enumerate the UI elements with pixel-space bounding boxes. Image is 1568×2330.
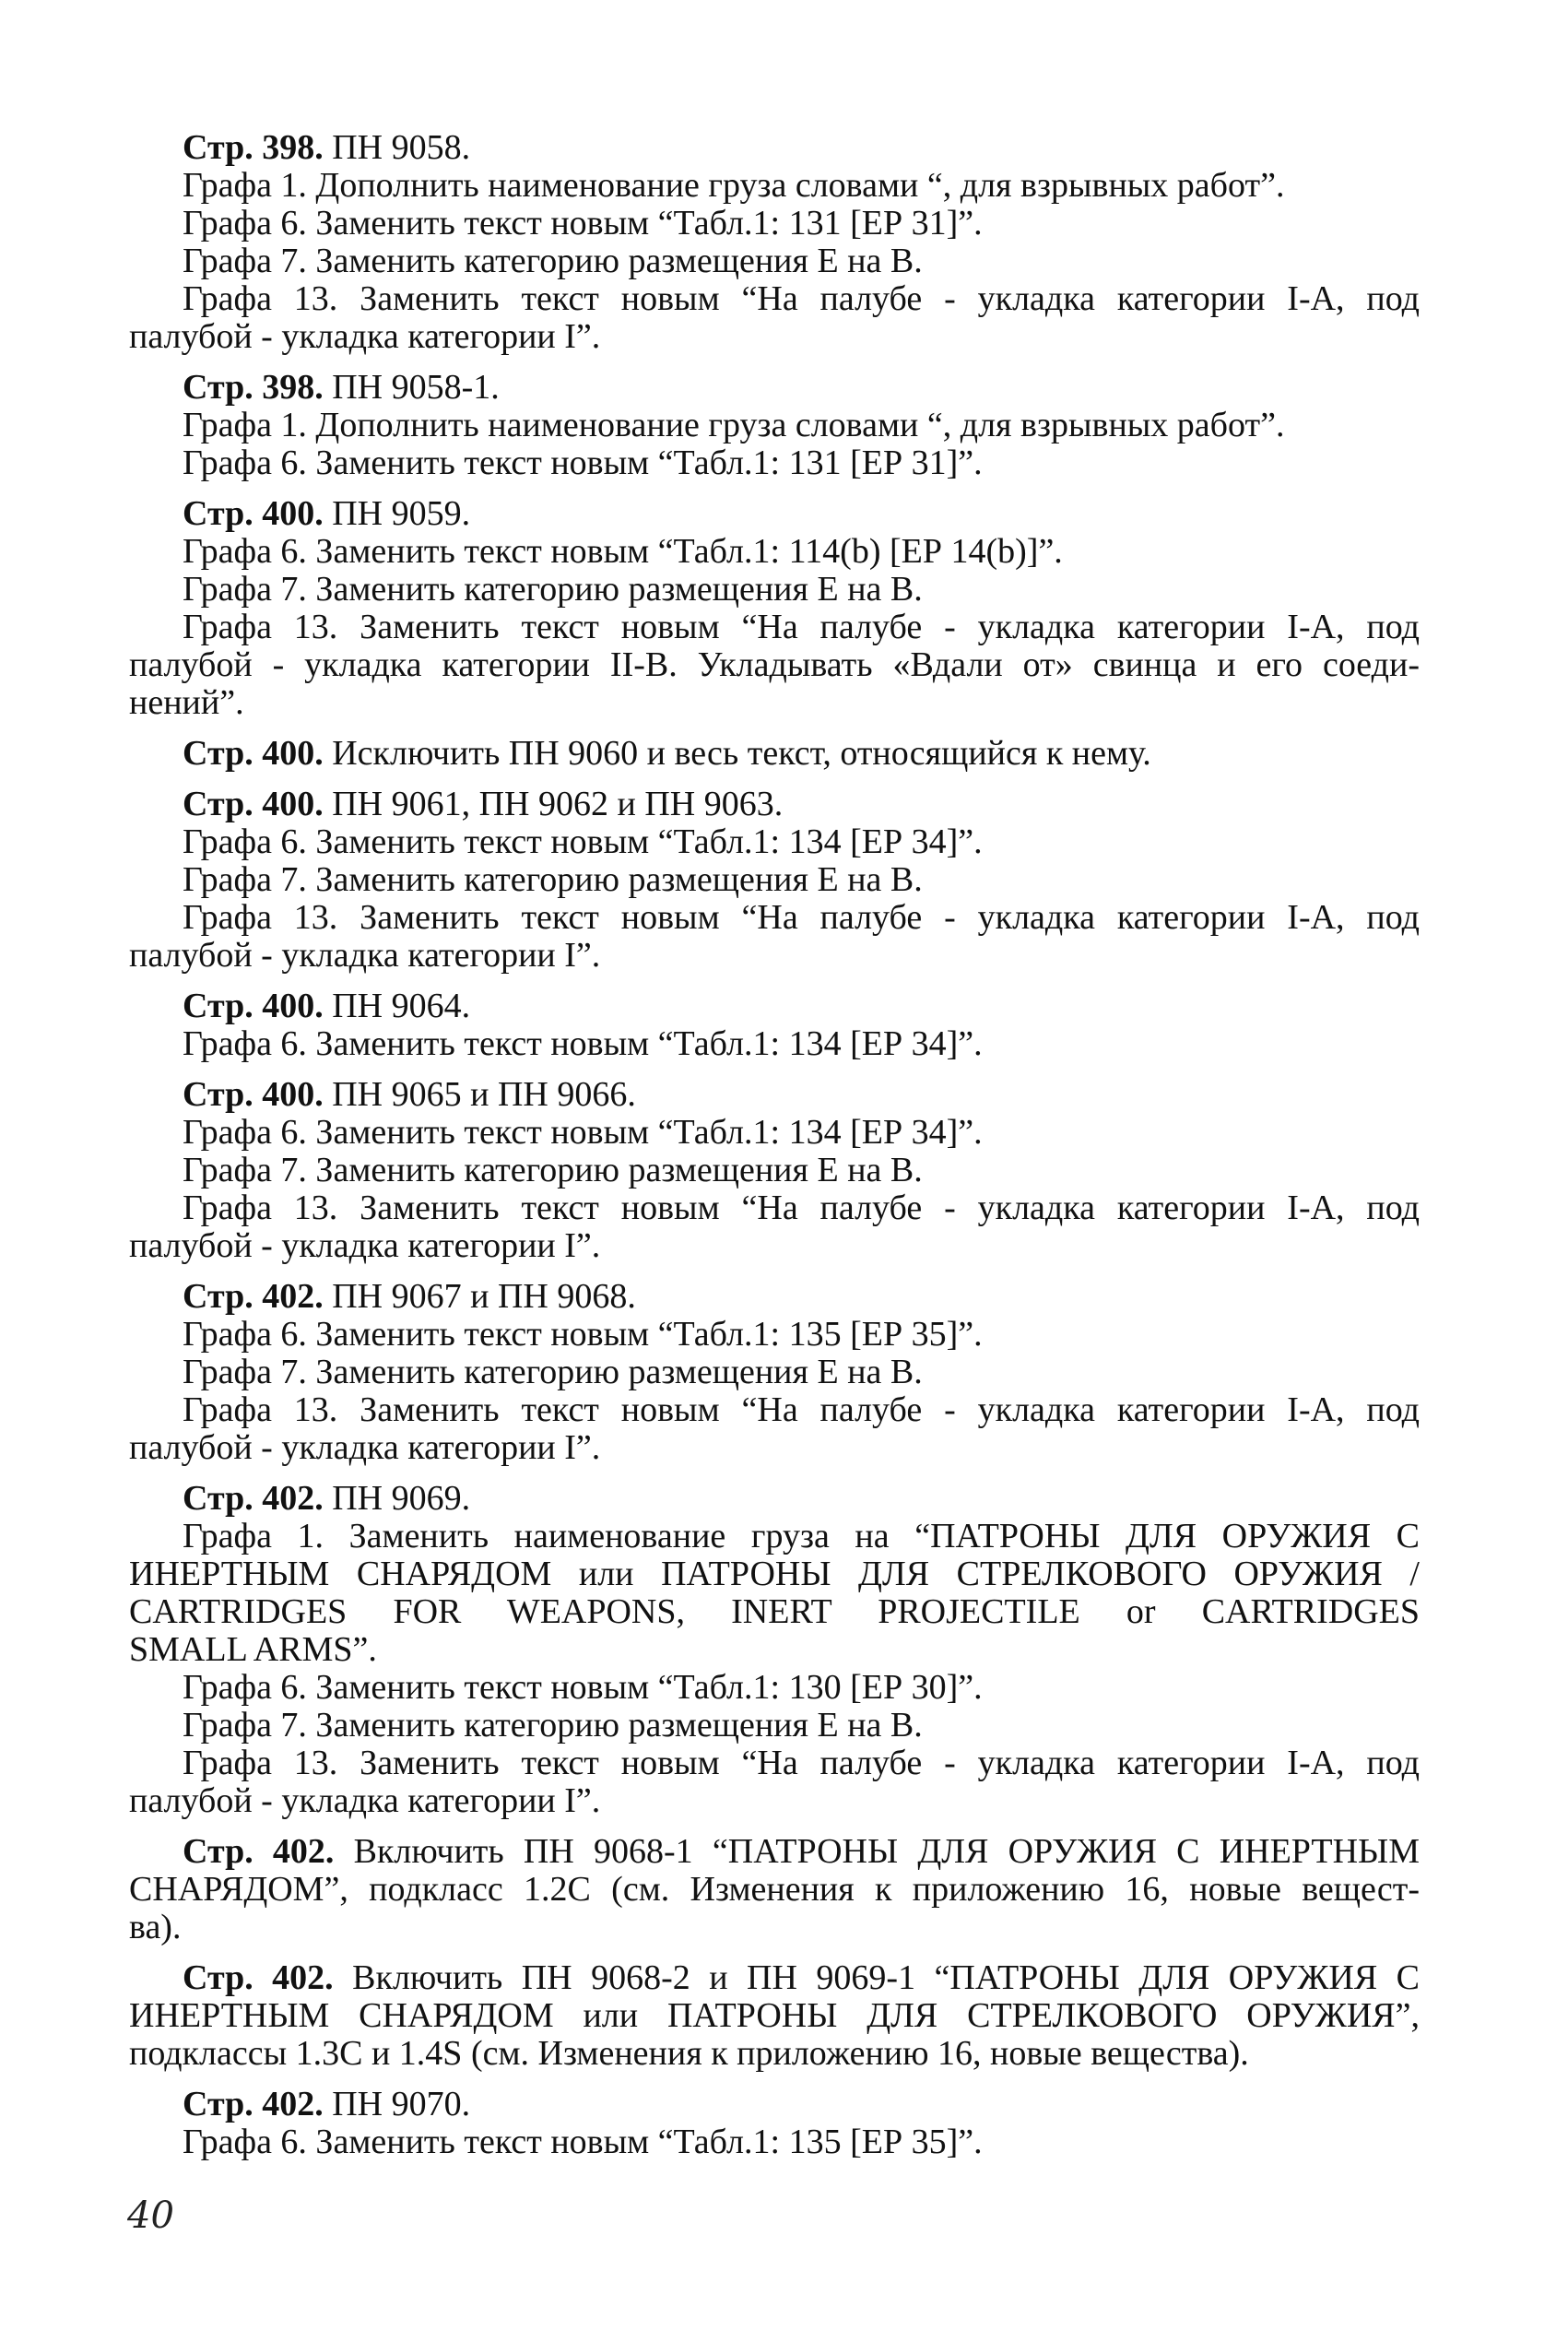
amendment-line: палубой - укладка категории I”. [129,317,601,356]
heading-text: ПН 9070. [323,2085,471,2123]
amendment-line: Графа 13. Заменить текст новым “На палубе - укладка категории I-А, под [183,279,1420,318]
page-reference: Стр. 402. [183,1277,324,1316]
amendment-block [129,786,1420,975]
amendment-line: ИНЕРТНЫМ СНАРЯДОМ или ПАТРОНЫ ДЛЯ СТРЕЛКОВОГО ОРУЖИЯ”, [129,1996,1420,2035]
amendment-block [129,1833,1420,1946]
page-reference: Стр. 402. [183,2085,324,2123]
amendment-line: палубой - укладка категории I”. [129,1428,601,1467]
amendment-heading [129,1959,1420,1997]
amendment-heading [129,1480,1420,1518]
page-reference: Стр. 402. [183,1479,324,1518]
amendment-line: Графа 1. Дополнить наименование груза словами “, для взрывных работ”. [183,166,1285,205]
amendment-line: Графа 7. Заменить категорию размещения Е на В. [183,860,923,899]
amendment-line: Графа 6. Заменить текст новым “Табл.1: 131 [ЕР 31]”. [183,204,983,242]
amendment-heading [129,2086,1420,2123]
amendment-heading [129,735,1420,773]
amendment-line: подклассы 1.3С и 1.4S (см. Изменения к приложению 16, новые вещества). [129,2034,1249,2073]
heading-text: ПН 9058. [323,128,471,167]
heading-text: ПН 9067 и ПН 9068. [323,1277,636,1316]
page-reference: Стр. 398. [183,128,324,167]
amendment-heading [129,786,1420,823]
amendment-heading [129,495,1420,533]
amendment-line: Графа 6. Заменить текст новым “Табл.1: 130 [ЕР 30]”. [183,1668,983,1707]
page-reference: Стр. 400. [183,987,324,1025]
amendment-line: Графа 13. Заменить текст новым “На палубе - укладка категории I-А, под [183,1744,1420,1782]
amendment-block [129,1959,1420,2073]
amendment-heading [129,1833,1420,1871]
document-page [129,129,1420,2174]
amendment-line: Графа 7. Заменить категорию размещения Е на В. [183,1706,923,1745]
amendment-line: Графа 7. Заменить категорию размещения Е на В. [183,242,923,280]
heading-text: Включить ПН 9068-1 “ПАТРОНЫ ДЛЯ ОРУЖИЯ С ИНЕРТНЫМ [334,1832,1420,1871]
heading-text: ПН 9061, ПН 9062 и ПН 9063. [323,785,784,823]
page-reference: Стр. 400. [183,494,324,533]
amendment-line: Графа 13. Заменить текст новым “На палубе - укладка категории I-А, под [183,1390,1420,1429]
amendment-line: SMALL ARMS”. [129,1630,377,1669]
heading-text: ПН 9059. [323,494,471,533]
page-reference: Стр. 398. [183,368,324,407]
amendment-block [129,1480,1420,1820]
amendment-line: CARTRIDGES FOR WEAPONS, INERT PROJECTILE or CARTRIDGES [129,1592,1420,1631]
amendment-line: Графа 6. Заменить текст новым “Табл.1: 134 [ЕР 34]”. [183,1024,983,1063]
amendment-heading [129,1278,1420,1316]
amendment-block [129,988,1420,1063]
heading-text: Исключить ПН 9060 и весь текст, относящийся к нему. [323,734,1151,773]
heading-text: ПН 9058-1. [323,368,500,407]
amendment-line: палубой - укладка категории I”. [129,936,601,975]
page-reference: Стр. 400. [183,1075,324,1114]
amendment-line: палубой - укладка категории II-В. Укладывать «Вдали от» свинца и его соеди- [129,645,1420,684]
amendment-line: Графа 7. Заменить категорию размещения Е на В. [183,1353,923,1391]
amendment-line: Графа 6. Заменить текст новым “Табл.1: 134 [ЕР 34]”. [183,822,983,861]
amendment-line: Графа 6. Заменить текст новым “Табл.1: 131 [ЕР 31]”. [183,444,983,482]
page-reference: Стр. 402. [183,1958,334,1997]
page-reference: Стр. 400. [183,734,324,773]
amendment-block [129,1076,1420,1265]
amendment-line: Графа 7. Заменить категорию размещения Е на В. [183,1151,923,1189]
amendment-line: Графа 6. Заменить текст новым “Табл.1: 135 [ЕР 35]”. [183,2123,983,2161]
amendment-line: ИНЕРТНЫМ СНАРЯДОМ или ПАТРОНЫ ДЛЯ СТРЕЛКОВОГО ОРУЖИЯ / [129,1555,1420,1593]
amendment-line: Графа 6. Заменить текст новым “Табл.1: 114(b) [ЕР 14(b)]”. [183,532,1063,571]
heading-text: ПН 9064. [323,987,471,1025]
amendment-line: Графа 1. Дополнить наименование груза словами “, для взрывных работ”. [183,406,1285,444]
amendment-line: Графа 6. Заменить текст новым “Табл.1: 134 [ЕР 34]”. [183,1113,983,1152]
amendment-block [129,369,1420,482]
amendment-line: Графа 6. Заменить текст новым “Табл.1: 135 [ЕР 35]”. [183,1315,983,1354]
amendment-line: палубой - укладка категории I”. [129,1781,601,1820]
page-reference: Стр. 402. [183,1832,335,1871]
amendment-heading [129,369,1420,407]
amendment-line: Графа 13. Заменить текст новым “На палубе - укладка категории I-А, под [183,608,1420,646]
page-reference: Стр. 400. [183,785,324,823]
amendment-block [129,2086,1420,2161]
amendment-block [129,1278,1420,1467]
heading-text: Включить ПН 9068-2 и ПН 9069-1 “ПАТРОНЫ ДЛЯ ОРУЖИЯ С [333,1958,1420,1997]
amendment-line: СНАРЯДОМ”, подкласс 1.2С (см. Изменения к приложению 16, новые вещест- [129,1870,1420,1909]
amendment-line: ва). [129,1908,182,1946]
amendment-line: Графа 1. Заменить наименование груза на “ПАТРОНЫ ДЛЯ ОРУЖИЯ С [183,1517,1420,1555]
amendment-line: палубой - укладка категории I”. [129,1226,601,1265]
amendment-line: Графа 7. Заменить категорию размещения Е на В. [183,570,923,609]
amendment-heading [129,129,1420,167]
heading-text: ПН 9069. [323,1479,471,1518]
amendment-line: нений”. [129,683,244,722]
heading-text: ПН 9065 и ПН 9066. [323,1075,636,1114]
handwritten-page-number: 40 [127,2194,174,2237]
amendment-line: Графа 13. Заменить текст новым “На палубе - укладка категории I-А, под [183,898,1420,937]
amendment-heading [129,988,1420,1025]
amendment-line: Графа 13. Заменить текст новым “На палубе - укладка категории I-А, под [183,1189,1420,1227]
amendment-heading [129,1076,1420,1114]
amendment-block [129,735,1420,773]
amendment-block [129,129,1420,356]
amendment-block [129,495,1420,722]
